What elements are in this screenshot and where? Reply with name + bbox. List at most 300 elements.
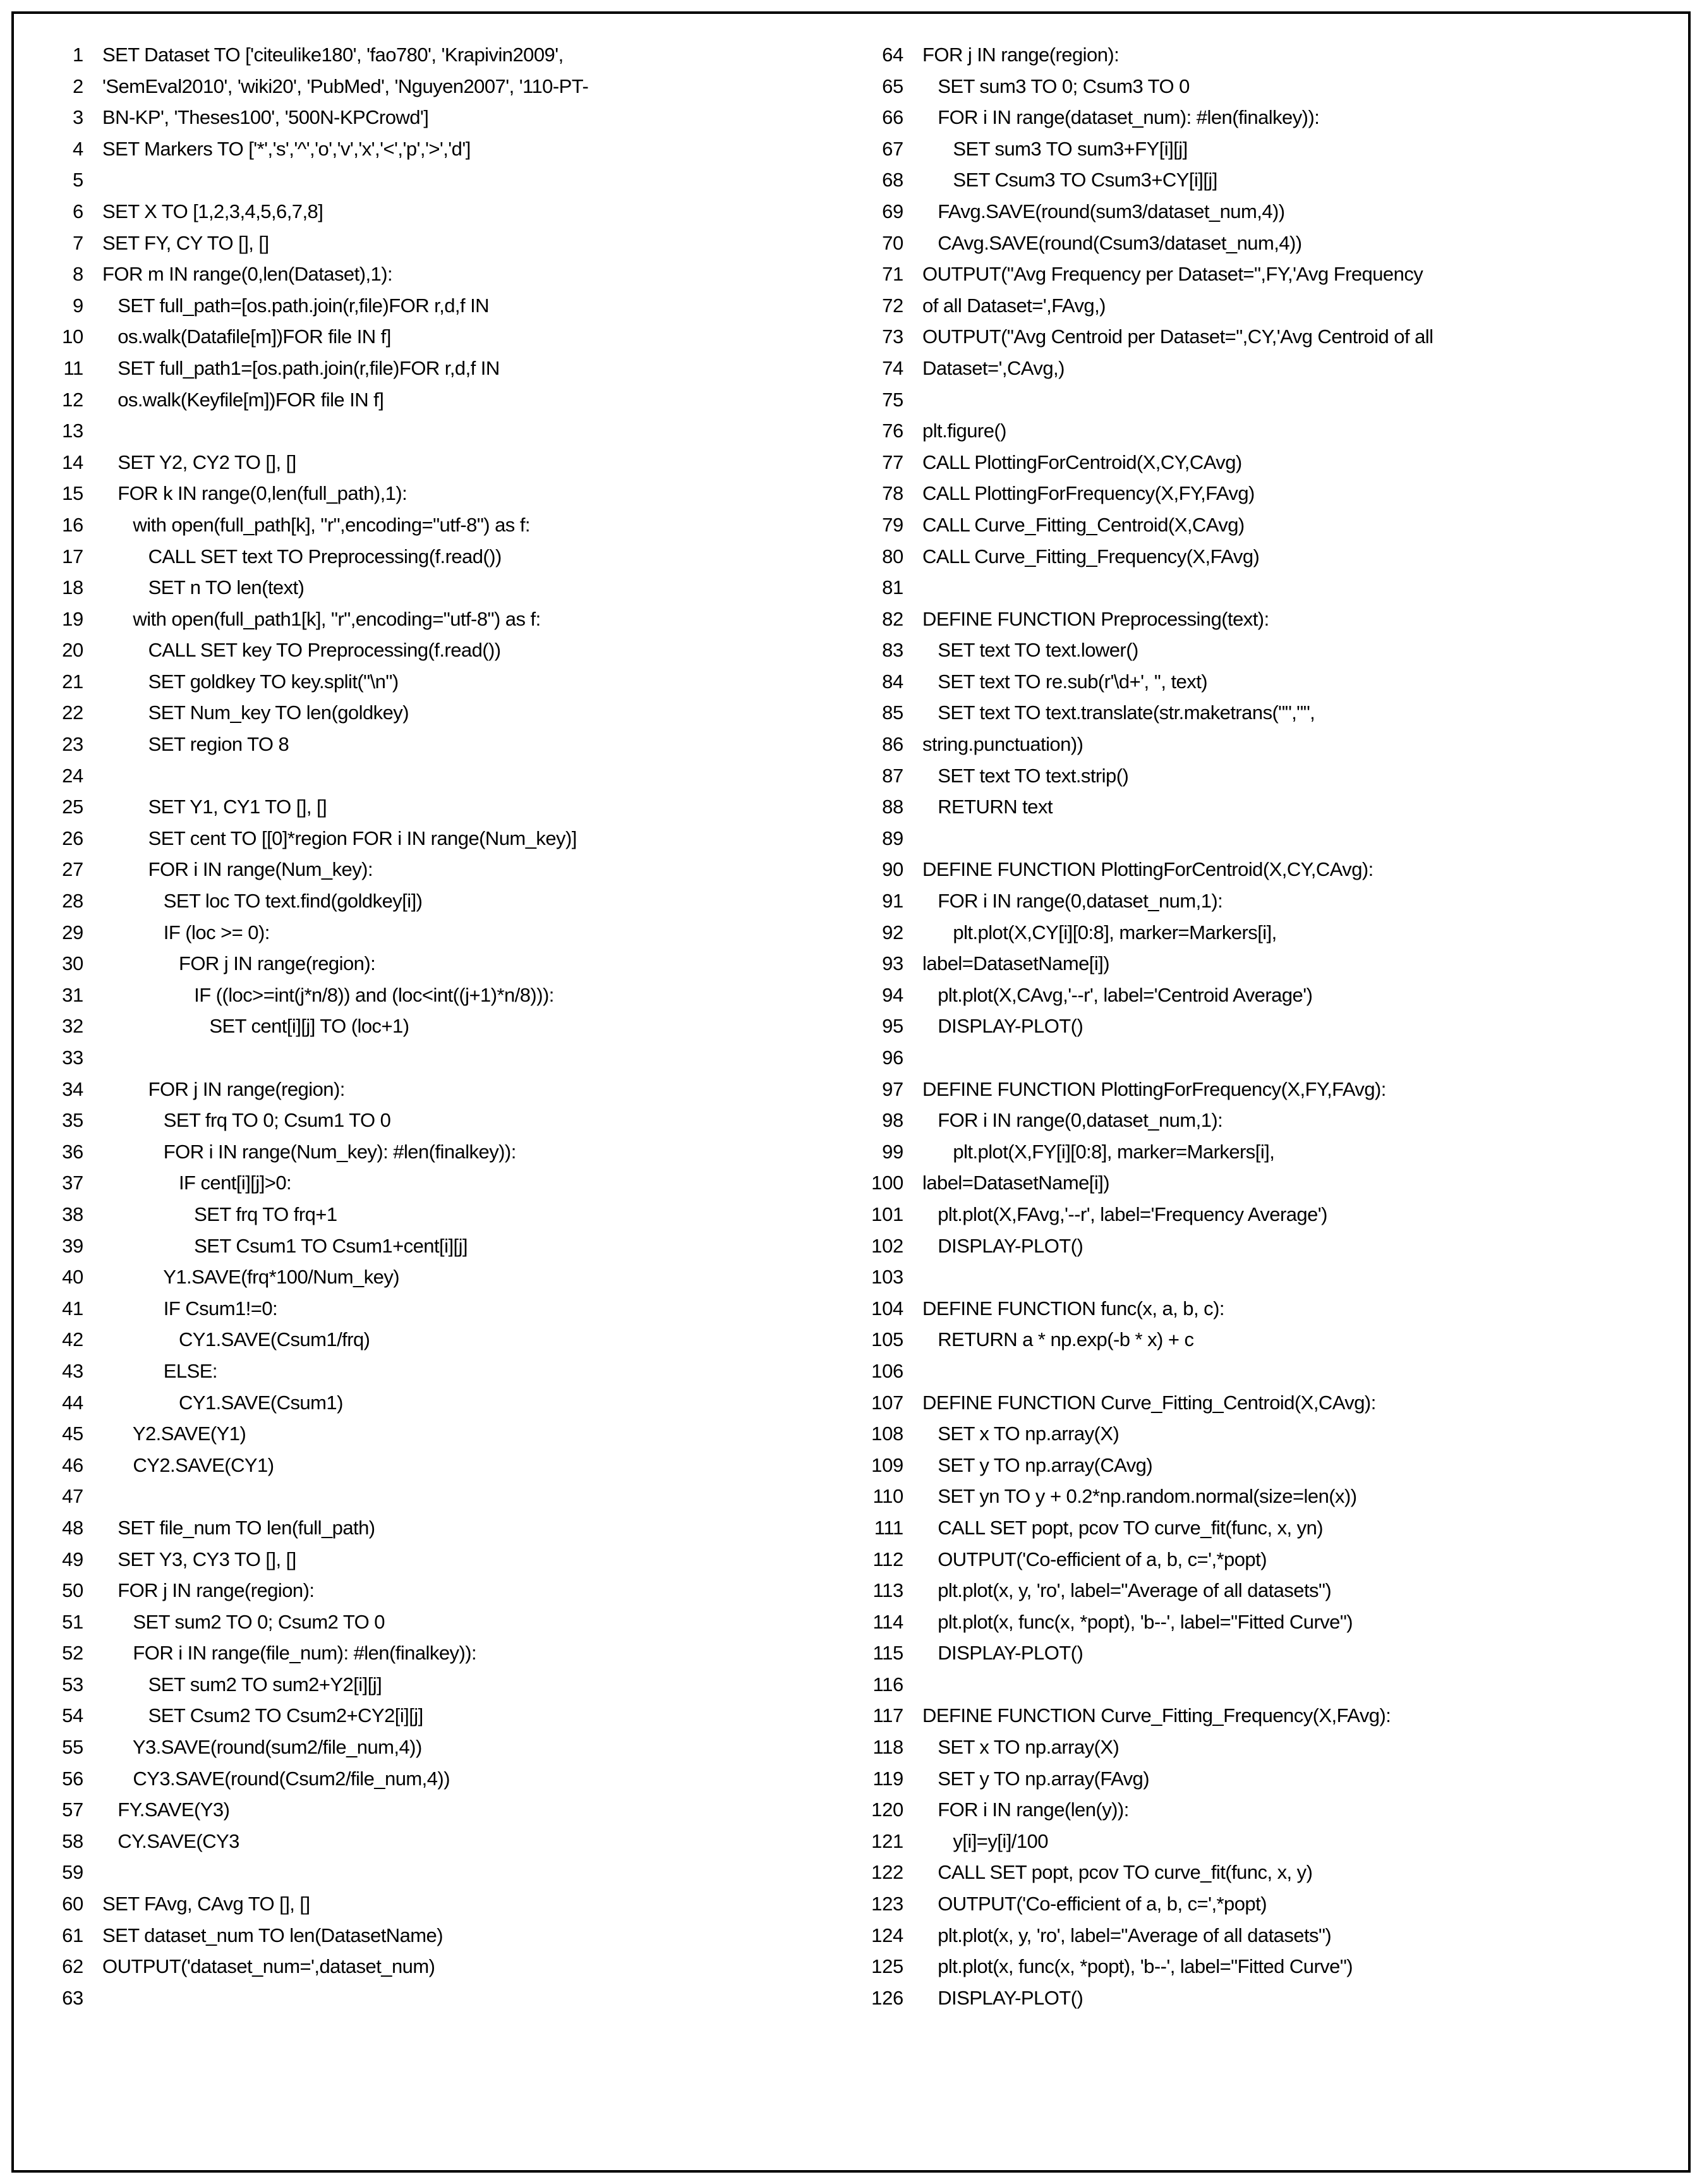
line-number: 33	[62, 1046, 83, 1069]
line-number: 49	[62, 1548, 83, 1570]
line-number: 58	[62, 1829, 83, 1852]
line-text: FOR k IN range(0,len(full_path),1):	[102, 482, 407, 505]
line-number: 113	[872, 1579, 903, 1602]
line-number: 15	[62, 482, 83, 505]
code-line	[868, 1982, 1659, 2014]
code-line	[868, 948, 1659, 980]
code-line	[48, 290, 857, 322]
line-text: DEFINE FUNCTION Preprocessing(text):	[922, 607, 1269, 630]
line-number: 108	[871, 1423, 903, 1445]
code-line	[48, 885, 857, 917]
code-line	[48, 823, 857, 854]
code-line	[868, 258, 1659, 290]
code-line	[868, 1575, 1659, 1606]
line-number: 11	[63, 356, 83, 379]
line-number: 101	[871, 1203, 903, 1225]
code-line	[48, 1857, 857, 1888]
line-number: 116	[872, 1673, 903, 1696]
line-number: 64	[882, 44, 903, 66]
line-number: 36	[62, 1140, 83, 1163]
line-text: SET Dataset TO ['citeulike180', 'fao780', 'Krapivin2009',	[102, 44, 564, 66]
line-number: 5	[73, 169, 83, 191]
code-line	[48, 1575, 857, 1606]
code-line	[48, 604, 857, 635]
code-line	[868, 980, 1659, 1011]
code-line	[48, 1418, 857, 1450]
line-text: with open(full_path1[k], "r",encoding="utf-8") as f:	[102, 607, 541, 630]
line-number: 25	[62, 796, 83, 818]
line-number: 52	[62, 1642, 83, 1665]
line-number: 88	[882, 796, 903, 818]
code-line	[868, 1199, 1659, 1230]
line-number: 102	[871, 1234, 903, 1257]
line-text: DEFINE FUNCTION PlottingForFrequency(X,FY,FAvg):	[922, 1077, 1386, 1100]
line-text: SET Csum2 TO Csum2+CY2[i][j]	[102, 1704, 423, 1727]
code-line	[48, 1042, 857, 1074]
code-line	[868, 1606, 1659, 1638]
line-number: 1	[73, 44, 83, 66]
line-number: 121	[871, 1829, 903, 1852]
line-text: CALL SET key TO Preprocessing(f.read())	[102, 639, 501, 662]
code-line	[48, 760, 857, 792]
line-text: label=DatasetName[i])	[922, 952, 1110, 975]
line-number: 22	[62, 701, 83, 724]
line-number: 38	[62, 1203, 83, 1225]
code-line	[868, 290, 1659, 322]
line-number: 94	[882, 983, 903, 1006]
code-line	[48, 1136, 857, 1168]
line-number: 13	[62, 420, 83, 442]
line-text: FOR i IN range(dataset_num): #len(finalkey)):	[922, 106, 1320, 129]
line-number: 86	[882, 733, 903, 756]
line-text: FOR i IN range(file_num): #len(finalkey)):	[102, 1642, 477, 1665]
line-number: 41	[62, 1297, 83, 1320]
code-line	[868, 196, 1659, 228]
line-number: 61	[62, 1924, 83, 1946]
line-number: 100	[871, 1172, 903, 1194]
code-line	[868, 228, 1659, 259]
line-number: 83	[882, 639, 903, 662]
code-line	[868, 1230, 1659, 1262]
line-text: plt.plot(X,CAvg,'--r', label='Centroid Average')	[922, 983, 1313, 1006]
line-text: SET Csum1 TO Csum1+cent[i][j]	[102, 1234, 468, 1257]
code-line	[48, 1669, 857, 1701]
code-line	[868, 1637, 1659, 1669]
code-line	[868, 164, 1659, 196]
line-number: 17	[62, 545, 83, 567]
line-text: CALL SET popt, pcov TO curve_fit(func, x, yn)	[922, 1516, 1324, 1539]
line-number: 7	[73, 231, 83, 254]
code-line	[868, 1857, 1659, 1888]
line-text: BN-KP', 'Theses100', '500N-KPCrowd']	[102, 106, 429, 129]
line-number: 31	[62, 983, 83, 1006]
line-number: 53	[62, 1673, 83, 1696]
line-text: DEFINE FUNCTION func(x, a, b, c):	[922, 1297, 1224, 1320]
code-line	[48, 1230, 857, 1262]
code-line	[48, 384, 857, 416]
line-text: CALL SET text TO Preprocessing(f.read())	[102, 545, 502, 567]
line-text: DISPLAY-PLOT()	[922, 1234, 1083, 1257]
code-line	[48, 1794, 857, 1826]
line-text: FOR j IN range(region):	[102, 952, 376, 975]
code-line	[48, 1293, 857, 1325]
code-line	[48, 1826, 857, 1857]
line-text: CY1.SAVE(Csum1/frq)	[102, 1328, 370, 1351]
line-number: 57	[62, 1799, 83, 1821]
code-line	[48, 1544, 857, 1575]
code-line	[48, 1387, 857, 1419]
code-line	[868, 39, 1659, 71]
line-text: OUTPUT('Co-efficient of a, b, c=',*popt)	[922, 1893, 1267, 1915]
code-line	[48, 196, 857, 228]
line-text: SET FY, CY TO [], []	[102, 231, 269, 254]
line-text: FOR j IN range(region):	[102, 1077, 345, 1100]
line-number: 76	[882, 420, 903, 442]
code-line	[48, 1982, 857, 2014]
line-text: OUTPUT("Avg Centroid per Dataset=",CY,'Avg Centroid of all	[922, 325, 1433, 348]
code-line	[868, 666, 1659, 698]
code-line	[48, 1888, 857, 1920]
line-number: 112	[872, 1548, 903, 1570]
code-line	[868, 1920, 1659, 1951]
line-text: SET yn TO y + 0.2*np.random.normal(size=len(x))	[922, 1485, 1357, 1508]
code-line	[48, 1951, 857, 1982]
code-line	[868, 447, 1659, 478]
line-number: 32	[62, 1015, 83, 1038]
code-line	[48, 102, 857, 133]
line-text: CY3.SAVE(round(Csum2/file_num,4))	[102, 1767, 450, 1790]
line-number: 48	[62, 1516, 83, 1539]
line-number: 115	[872, 1642, 903, 1665]
code-line	[868, 1356, 1659, 1387]
line-number: 9	[73, 294, 83, 317]
line-number: 85	[882, 701, 903, 724]
line-text: SET x TO np.array(X)	[922, 1423, 1120, 1445]
line-text: SET text TO text.translate(str.maketrans("","",	[922, 701, 1315, 724]
line-text: RETURN a * np.exp(-b * x) + c	[922, 1328, 1194, 1351]
line-number: 75	[882, 388, 903, 411]
line-text: SET sum2 TO 0; Csum2 TO 0	[102, 1610, 385, 1633]
line-number: 60	[62, 1893, 83, 1915]
line-text: FY.SAVE(Y3)	[102, 1799, 230, 1821]
line-text: OUTPUT('Co-efficient of a, b, c=',*popt)	[922, 1548, 1267, 1570]
line-text: RETURN text	[922, 796, 1053, 818]
code-line	[868, 1669, 1659, 1701]
line-text: plt.plot(x, y, 'ro', label="Average of all datasets")	[922, 1579, 1332, 1602]
code-line	[48, 634, 857, 666]
code-line	[48, 1010, 857, 1042]
line-number: 99	[882, 1140, 903, 1163]
line-number: 69	[882, 200, 903, 222]
right-code-column	[857, 39, 1659, 2013]
code-line	[48, 415, 857, 447]
line-text: DEFINE FUNCTION Curve_Fitting_Centroid(X,CAvg):	[922, 1391, 1376, 1414]
line-text: Y1.SAVE(frq*100/Num_key)	[102, 1266, 400, 1289]
line-text: SET x TO np.array(X)	[922, 1736, 1120, 1759]
code-line	[48, 697, 857, 729]
code-line	[868, 353, 1659, 384]
code-line	[868, 697, 1659, 729]
line-number: 45	[62, 1423, 83, 1445]
listing-frame	[11, 11, 1691, 2173]
line-text: SET Markers TO ['*','s','^','o','v','x','<','p','>','d']	[102, 137, 471, 160]
line-text: DEFINE FUNCTION Curve_Fitting_Frequency(X,FAvg):	[922, 1704, 1391, 1727]
code-line	[868, 1042, 1659, 1074]
line-number: 8	[73, 263, 83, 286]
line-text: y[i]=y[i]/100	[922, 1829, 1048, 1852]
line-number: 42	[62, 1328, 83, 1351]
line-text: plt.plot(X,CY[i][0:8], marker=Markers[i],	[922, 921, 1277, 943]
code-line	[868, 854, 1659, 885]
line-text: SET X TO [1,2,3,4,5,6,7,8]	[102, 200, 323, 222]
line-number: 89	[882, 827, 903, 849]
code-line	[868, 1512, 1659, 1544]
code-line	[868, 1794, 1659, 1826]
line-text: DISPLAY-PLOT()	[922, 1986, 1083, 2009]
line-number: 20	[62, 639, 83, 662]
code-line	[868, 321, 1659, 353]
line-text: SET frq TO frq+1	[102, 1203, 337, 1225]
line-text: SET text TO text.strip()	[922, 764, 1129, 787]
line-text: SET cent TO [[0]*region FOR i IN range(Num_key)]	[102, 827, 577, 849]
line-number: 96	[882, 1046, 903, 1069]
line-text: SET Num_key TO len(goldkey)	[102, 701, 409, 724]
code-line	[868, 729, 1659, 760]
code-line	[868, 1418, 1659, 1450]
line-number: 122	[871, 1861, 903, 1884]
line-text: SET Csum3 TO Csum3+CY[i][j]	[922, 169, 1217, 191]
code-line	[48, 164, 857, 196]
line-text: SET loc TO text.find(goldkey[i])	[102, 890, 423, 913]
code-line	[868, 1010, 1659, 1042]
line-text: SET sum3 TO 0; Csum3 TO 0	[922, 75, 1190, 97]
line-number: 74	[882, 356, 903, 379]
code-line	[48, 321, 857, 353]
line-number: 56	[62, 1767, 83, 1790]
line-number: 81	[882, 576, 903, 599]
line-number: 21	[62, 670, 83, 693]
code-line	[48, 1105, 857, 1136]
line-text: CY.SAVE(CY3	[102, 1829, 239, 1852]
line-text: FOR m IN range(0,len(Dataset),1):	[102, 263, 393, 286]
code-line	[48, 572, 857, 604]
line-text: SET text TO re.sub(r'\d+', '', text)	[922, 670, 1208, 693]
code-line	[868, 1261, 1659, 1293]
line-text: DEFINE FUNCTION PlottingForCentroid(X,CY,CAvg):	[922, 858, 1373, 881]
line-text: SET Y1, CY1 TO [], []	[102, 796, 327, 818]
line-number: 93	[882, 952, 903, 975]
code-line	[48, 1481, 857, 1512]
code-line	[48, 447, 857, 478]
code-line	[868, 917, 1659, 949]
line-number: 47	[62, 1485, 83, 1508]
line-text: IF (loc >= 0):	[102, 921, 270, 943]
line-text: plt.plot(x, func(x, *popt), 'b--', label="Fitted Curve")	[922, 1610, 1353, 1633]
code-line	[868, 478, 1659, 509]
line-text: DISPLAY-PLOT()	[922, 1015, 1083, 1038]
code-line	[48, 39, 857, 71]
line-number: 97	[882, 1077, 903, 1100]
line-number: 59	[62, 1861, 83, 1884]
code-line	[868, 1763, 1659, 1795]
code-line	[48, 1167, 857, 1199]
code-line	[868, 1324, 1659, 1356]
code-line	[868, 102, 1659, 133]
line-number: 18	[62, 576, 83, 599]
code-line	[868, 1732, 1659, 1763]
code-line	[48, 1732, 857, 1763]
line-text: ELSE:	[102, 1359, 217, 1382]
line-number: 78	[882, 482, 903, 505]
line-text: FOR i IN range(Num_key):	[102, 858, 373, 881]
code-line	[48, 478, 857, 509]
code-line	[48, 1074, 857, 1105]
line-number: 30	[62, 952, 83, 975]
line-number: 119	[872, 1767, 903, 1790]
code-line	[48, 509, 857, 541]
code-line	[868, 1074, 1659, 1105]
line-text: plt.plot(X,FAvg,'--r', label='Frequency Average')	[922, 1203, 1327, 1225]
code-line	[48, 791, 857, 823]
code-line	[868, 1888, 1659, 1920]
code-line	[868, 71, 1659, 102]
line-text: DISPLAY-PLOT()	[922, 1642, 1083, 1665]
line-text: plt.plot(x, y, 'ro', label="Average of all datasets")	[922, 1924, 1332, 1946]
code-line	[48, 1450, 857, 1481]
line-number: 24	[62, 764, 83, 787]
code-line	[868, 604, 1659, 635]
line-text: Dataset=',CAvg,)	[922, 356, 1065, 379]
line-number: 80	[882, 545, 903, 567]
line-number: 2	[73, 75, 83, 97]
line-number: 51	[62, 1610, 83, 1633]
line-number: 73	[882, 325, 903, 348]
line-text: Y2.SAVE(Y1)	[102, 1423, 246, 1445]
line-text: FOR i IN range(len(y)):	[922, 1799, 1129, 1821]
line-number: 3	[73, 106, 83, 129]
line-number: 125	[871, 1955, 903, 1978]
line-number: 82	[882, 607, 903, 630]
line-number: 37	[62, 1172, 83, 1194]
code-line	[48, 541, 857, 573]
code-line	[48, 353, 857, 384]
code-line	[868, 509, 1659, 541]
line-number: 6	[73, 200, 83, 222]
line-number: 87	[882, 764, 903, 787]
code-line	[868, 1481, 1659, 1512]
code-line	[48, 1920, 857, 1951]
line-number: 16	[62, 513, 83, 536]
code-line	[48, 1512, 857, 1544]
line-number: 29	[62, 921, 83, 943]
line-number: 110	[872, 1485, 903, 1508]
line-number: 103	[871, 1266, 903, 1289]
line-number: 62	[62, 1955, 83, 1978]
line-number: 63	[62, 1986, 83, 2009]
code-line	[868, 1293, 1659, 1325]
line-number: 4	[73, 137, 83, 160]
line-text: SET file_num TO len(full_path)	[102, 1516, 375, 1539]
line-number: 84	[882, 670, 903, 693]
line-number: 44	[62, 1391, 83, 1414]
line-text: string.punctuation))	[922, 733, 1083, 756]
code-line	[868, 384, 1659, 416]
line-text: SET dataset_num TO len(DatasetName)	[102, 1924, 444, 1946]
line-text: CY2.SAVE(CY1)	[102, 1453, 274, 1476]
line-text: SET full_path1=[os.path.join(r,file)FOR r,d,f IN	[102, 356, 500, 379]
code-line	[868, 541, 1659, 573]
line-number: 19	[62, 607, 83, 630]
line-text: CALL PlottingForCentroid(X,CY,CAvg)	[922, 451, 1242, 473]
line-number: 106	[871, 1359, 903, 1382]
line-text: FOR j IN range(region):	[102, 1579, 315, 1602]
line-number: 28	[62, 890, 83, 913]
line-number: 123	[871, 1893, 903, 1915]
code-line	[868, 760, 1659, 792]
line-number: 34	[62, 1077, 83, 1100]
line-number: 126	[871, 1986, 903, 2009]
line-number: 72	[882, 294, 903, 317]
code-line	[48, 71, 857, 102]
line-number: 46	[62, 1453, 83, 1476]
line-text: SET text TO text.lower()	[922, 639, 1138, 662]
code-line	[868, 572, 1659, 604]
line-text: OUTPUT('dataset_num=',dataset_num)	[102, 1955, 435, 1978]
code-line	[48, 1199, 857, 1230]
line-text: label=DatasetName[i])	[922, 1172, 1110, 1194]
line-text: plt.plot(X,FY[i][0:8], marker=Markers[i],	[922, 1140, 1275, 1163]
line-number: 55	[62, 1736, 83, 1759]
line-text: IF cent[i][j]>0:	[102, 1172, 292, 1194]
line-text: CALL Curve_Fitting_Centroid(X,CAvg)	[922, 513, 1245, 536]
code-line	[48, 1261, 857, 1293]
line-text: SET Y3, CY3 TO [], []	[102, 1548, 296, 1570]
code-line	[868, 1105, 1659, 1136]
line-text: SET cent[i][j] TO (loc+1)	[102, 1015, 409, 1038]
line-number: 104	[871, 1297, 903, 1320]
line-text: with open(full_path[k], "r",encoding="utf-8") as f:	[102, 513, 530, 536]
line-number: 54	[62, 1704, 83, 1727]
line-text: SET full_path=[os.path.join(r,file)FOR r,d,f IN	[102, 294, 490, 317]
line-number: 77	[882, 451, 903, 473]
code-line	[868, 791, 1659, 823]
line-number: 68	[882, 169, 903, 191]
line-number: 70	[882, 231, 903, 254]
line-number: 39	[62, 1234, 83, 1257]
line-text: FOR i IN range(0,dataset_num,1):	[922, 890, 1223, 913]
code-line	[868, 1700, 1659, 1732]
line-number: 43	[62, 1359, 83, 1382]
code-line	[48, 258, 857, 290]
line-number: 90	[882, 858, 903, 881]
code-line	[868, 823, 1659, 854]
line-number: 98	[882, 1109, 903, 1132]
code-line	[48, 133, 857, 165]
line-number: 118	[872, 1736, 903, 1759]
code-line	[48, 1606, 857, 1638]
line-text: plt.figure()	[922, 420, 1006, 442]
code-line	[868, 1951, 1659, 1982]
code-line	[48, 854, 857, 885]
line-text: os.walk(Keyfile[m])FOR file IN f]	[102, 388, 384, 411]
line-text: SET goldkey TO key.split("\n")	[102, 670, 399, 693]
line-text: Y3.SAVE(round(sum2/file_num,4))	[102, 1736, 422, 1759]
line-number: 91	[882, 890, 903, 913]
line-text: SET y TO np.array(CAvg)	[922, 1453, 1153, 1476]
line-text: OUTPUT("Avg Frequency per Dataset=",FY,'Avg Frequency	[922, 263, 1423, 286]
line-number: 65	[882, 75, 903, 97]
line-number: 23	[62, 733, 83, 756]
